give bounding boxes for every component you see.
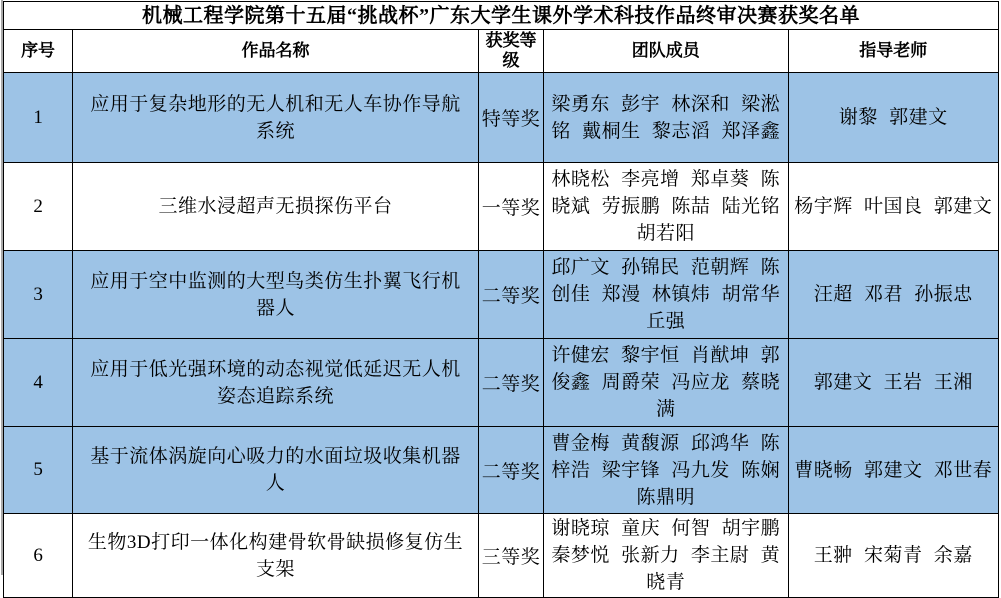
row-number-cell: 3 [4,251,73,339]
advisors-cell: 杨宇辉 叶国良 郭建文 [788,163,999,251]
work-name-cell: 应用于复杂地形的无人机和无人车协作导航系统 [73,73,479,163]
page-title: 机械工程学院第十五届“挑战杯”广东大学生课外学术科技作品终审决赛获奖名单 [4,2,999,30]
work-name-cell: 生物3D打印一体化构建骨软骨缺损修复仿生支架 [73,514,479,598]
row-number-cell: 5 [4,427,73,514]
table-row [4,514,999,598]
table-row [4,427,999,514]
column-header-no: 序号 [4,30,73,73]
team-members-cell: 梁勇东 彭宇 林深和 梁淞铭 戴桐生 黎志滔 郑泽鑫 [544,73,788,163]
column-header-advisors: 指导老师 [788,30,999,73]
advisors-cell: 曹晓畅 郭建文 邓世春 [788,427,999,514]
team-members-cell: 曹金梅 黄馥源 邱鸿华 陈梓浩 梁宇锋 冯九发 陈娴 陈鼎明 [544,427,788,514]
row-number-cell: 6 [4,514,73,598]
table-header-row [4,30,999,73]
award-level-cell: 二等奖 [478,427,543,514]
awards-table [3,1,999,598]
column-header-work-name: 作品名称 [73,30,479,73]
table-title-row [4,2,999,30]
advisors-cell: 汪超 邓君 孙振忠 [788,251,999,339]
table-row [4,251,999,339]
advisors-cell: 谢黎 郭建文 [788,73,999,163]
row-number-cell: 4 [4,339,73,427]
team-members-cell: 谢晓琼 童庆 何智 胡宇鹏 秦梦悦 张新力 李主尉 黄晓青 [544,514,788,598]
award-level-cell: 一等奖 [478,163,543,251]
team-members-cell: 许健宏 黎宇恒 肖猷坤 郭俊鑫 周爵荣 冯应龙 蔡晓满 [544,339,788,427]
award-level-cell: 二等奖 [478,339,543,427]
advisors-cell: 郭建文 王岩 王湘 [788,339,999,427]
column-header-team-members: 团队成员 [544,30,788,73]
row-number-cell: 2 [4,163,73,251]
table-row [4,339,999,427]
award-level-cell: 特等奖 [478,73,543,163]
column-header-award-level: 获奖等级 [478,30,543,73]
team-members-cell: 林晓松 李亮增 郑卓葵 陈晓斌 劳振鹏 陈喆 陆光铭 胡若阳 [544,163,788,251]
work-name-cell: 基于流体涡旋向心吸力的水面垃圾收集机器人 [73,427,479,514]
table-row [4,73,999,163]
award-level-cell: 二等奖 [478,251,543,339]
work-name-cell: 三维水浸超声无损探伤平台 [73,163,479,251]
team-members-cell: 邱广文 孙锦民 范朝辉 陈创佳 郑漫 林镇炜 胡常华 丘强 [544,251,788,339]
work-name-cell: 应用于低光强环境的动态视觉低延迟无人机姿态追踪系统 [73,339,479,427]
advisors-cell: 王翀 宋菊青 余嘉 [788,514,999,598]
table-row [4,163,999,251]
work-name-cell: 应用于空中监测的大型鸟类仿生扑翼飞行机器人 [73,251,479,339]
award-level-cell: 三等奖 [478,514,543,598]
row-number-cell: 1 [4,73,73,163]
